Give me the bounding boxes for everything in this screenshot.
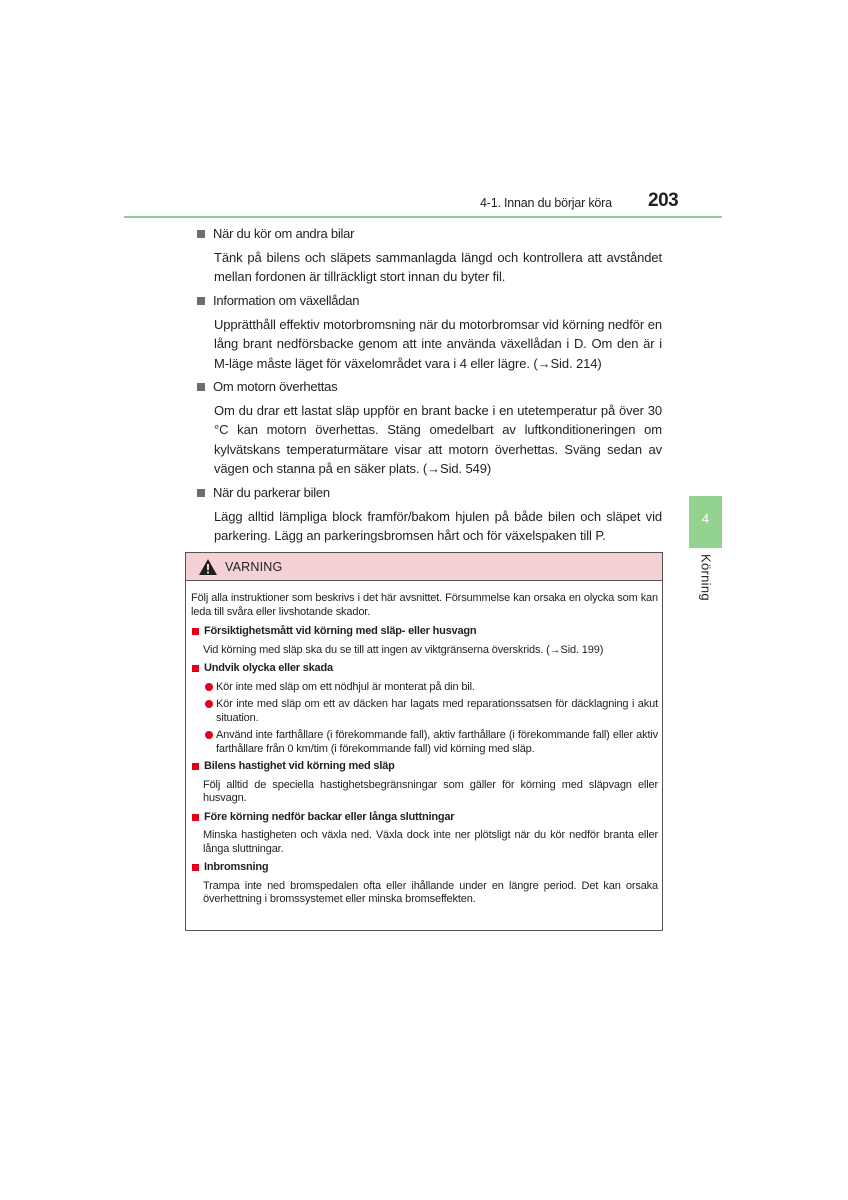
section-heading-text: Information om växellådan (213, 292, 360, 308)
warning-bullet-item (191, 681, 658, 695)
warning-subheading (191, 861, 658, 875)
section (196, 291, 662, 373)
square-bullet-icon (197, 297, 205, 305)
warning-text: Följ alltid de speciella hastighetsbegränsningar som gäller för körning med släpvagn eller husvagn. (203, 778, 658, 804)
chapter-label: Körning (698, 554, 714, 601)
red-square-bullet-icon (192, 814, 199, 821)
warning-text: Minska hastigheten och växla ned. Växla dock inte ner plötsligt när du kör nedför branta eller långa sluttningar. (203, 829, 658, 855)
warning-text: Vid körning med släp ska du se till att ingen av viktgränserna överskrids. (→Sid. 199) (203, 643, 604, 656)
chapter-tab (689, 496, 722, 548)
warning-subheading (191, 760, 658, 774)
warning-bullet-item (191, 698, 658, 725)
main-content (196, 224, 662, 549)
header-divider (124, 216, 722, 218)
section-text: Tänk på bilens och släpets sammanlagda längd och kontrollera att avståndet mellan fordonen är tillräckligt stort innan du byter fil. (214, 250, 662, 285)
square-bullet-icon (197, 383, 205, 391)
page-number: 203 (648, 190, 679, 211)
chapter-number: 4 (701, 511, 710, 526)
section (196, 377, 662, 479)
section (196, 483, 662, 546)
section (196, 224, 662, 287)
warning-subheading-text: Undvik olycka eller skada (204, 662, 333, 674)
warning-subheading (191, 625, 658, 639)
section-heading (196, 291, 662, 310)
warning-body (186, 581, 662, 907)
warning-header (186, 553, 662, 581)
warning-subheading-text: Bilens hastighet vid körning med släp (204, 760, 395, 772)
red-dot-bullet-icon (205, 731, 213, 739)
warning-box (185, 552, 663, 931)
warning-triangle-icon (198, 558, 218, 576)
section-text: Om du drar ett lastat släp uppför en brant backe i en utetemperatur på över 30 °C kan motorn överhettas. Stäng omedelbart av luftkonditioneringen om kylvätskans temperaturmätare visar att motorn överhettas. Sväng sedan av vägen och stanna på en säker plats. (→Sid. 549) (214, 403, 662, 477)
warning-bullet-text: Använd inte farthållare (i förekommande fall), aktiv farthållare (i förekommande fall) eller aktiv farthållare från 0 km/tim (i förekommande fall) vid körning med släp. (216, 729, 658, 755)
red-square-bullet-icon (192, 763, 199, 770)
red-square-bullet-icon (192, 665, 199, 672)
warning-title: VARNING (225, 559, 283, 574)
section-text: Lägg alltid lämpliga block framför/bakom hjulen på både bilen och släpet vid parkering. Lägg an parkeringsbromsen hårt och för växelspaken till P. (214, 508, 662, 544)
section-heading-text: Om motorn överhettas (213, 379, 338, 395)
section-text: Upprätthåll effektiv motorbromsning när du motorbromsar vid körning nedför en lång brant nedförsbacke genom att inte använda växellådan i D. Om den är i M-läge måste läget för växelområdet vara i 4 eller lägre. (→Sid. 214) (214, 316, 662, 371)
warning-subheading-text: Försiktighetsmått vid körning med släp- eller husvagn (204, 625, 477, 637)
red-square-bullet-icon (192, 864, 199, 871)
section-heading-text: När du kör om andra bilar (213, 226, 355, 241)
section-heading-text: När du parkerar bilen (213, 484, 330, 500)
warning-subheading (191, 811, 658, 825)
warning-text: Trampa inte ned bromspedalen ofta eller ihållande under en längre period. Det kan orsaka överhettning i bromssystemet eller minska bromseffekten. (203, 879, 658, 905)
warning-bullet-item (191, 729, 658, 756)
warning-bullet-text: Kör inte med släp om ett av däcken har lagats med reparationssatsen för däcklagning i akut situation. (216, 698, 658, 724)
warning-intro: Följ alla instruktioner som beskrivs i det här avsnittet. Försummelse kan orsaka en olycka som kan leda till svåra eller livshotande skador. (191, 592, 658, 618)
warning-subheading-text: Före körning nedför backar eller långa sluttningar (204, 810, 455, 823)
section-heading (196, 483, 662, 502)
warning-bullet-text: Kör inte med släp om ett nödhjul är monterat på din bil. (216, 680, 475, 693)
warning-subheading-text: Inbromsning (204, 861, 269, 873)
square-bullet-icon (197, 489, 205, 497)
red-dot-bullet-icon (205, 700, 213, 708)
section-heading (196, 224, 662, 243)
red-dot-bullet-icon (205, 683, 213, 691)
red-square-bullet-icon (192, 628, 199, 635)
section-heading (196, 377, 662, 396)
section-title: 4-1. Innan du börjar köra (480, 196, 612, 210)
square-bullet-icon (197, 230, 205, 238)
warning-subheading (191, 662, 658, 676)
